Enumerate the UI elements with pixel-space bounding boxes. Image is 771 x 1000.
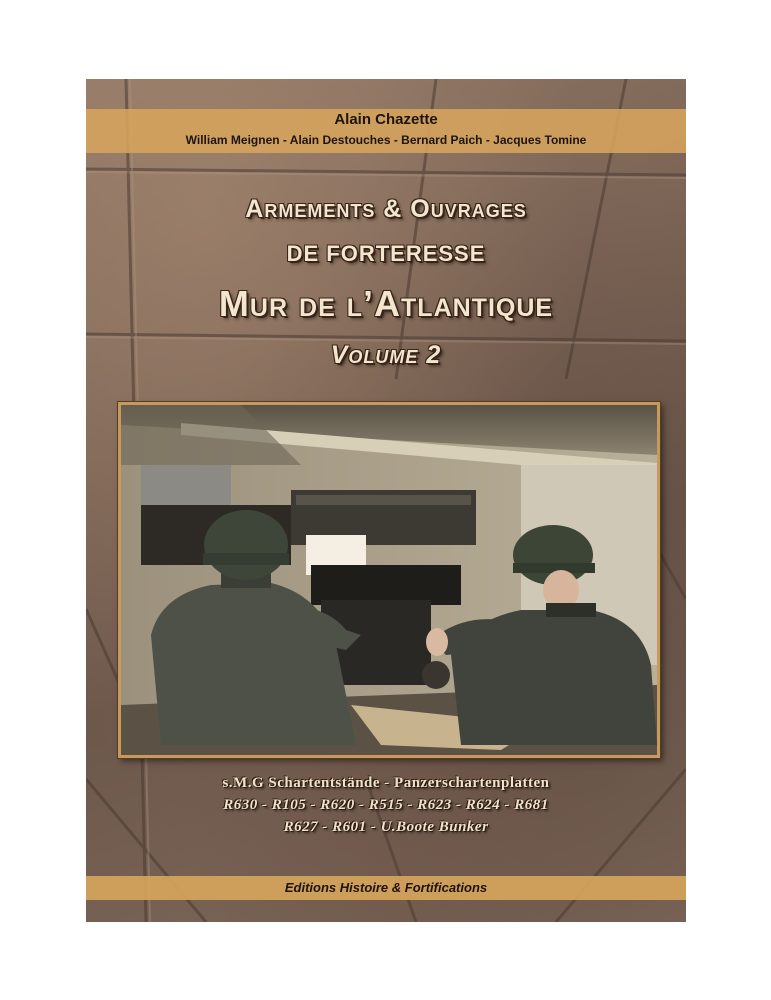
subtitle-line-2: R630 - R105 - R620 - R515 - R623 - R624 - R681 [223, 797, 549, 813]
cover-photo [118, 402, 660, 758]
title-line-2: DE FORTERESSE [286, 241, 486, 266]
publisher-band [86, 876, 686, 900]
co-authors: William Meignen - Alain Destouches - Bernard Paich - Jacques Tomine [185, 133, 587, 147]
publisher-name: Editions Histoire & Fortifications [284, 880, 488, 895]
main-author: Alain Chazette [334, 111, 438, 128]
title-line-1: Armements & Ouvrages [245, 195, 527, 223]
book-cover [86, 79, 686, 922]
volume-label: Volume 2 [330, 341, 442, 369]
title-line-3: Mur de l’Atlantique [218, 283, 554, 324]
bunker-soldiers-illustration [121, 405, 657, 755]
subtitle-line-1: s.M.G Schartentstände - Panzerschartenplatten [222, 775, 550, 791]
author-band [86, 109, 686, 153]
subtitle-line-3: R627 - R601 - U.Boote Bunker [283, 819, 489, 835]
